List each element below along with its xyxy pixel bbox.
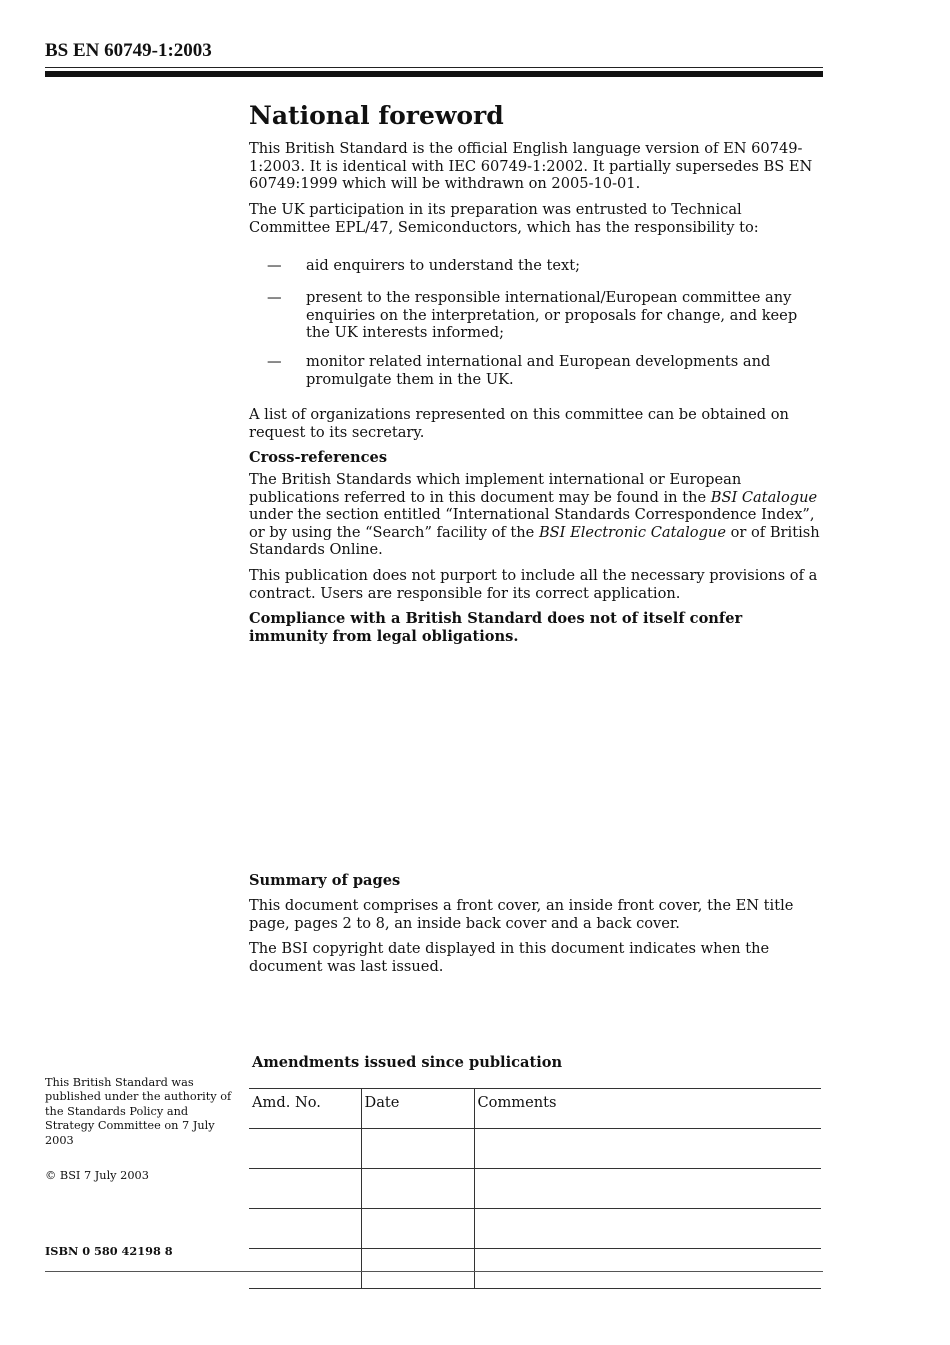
foreword-paragraph-1 [249, 140, 823, 193]
table-cell [249, 1209, 361, 1249]
cross-text: under the section entitled “International Standards Correspondence Index”, or by using the “Search” facility of the [249, 506, 815, 541]
isbn: ISBN 0 580 42198 8 [45, 1244, 173, 1258]
compliance-statement: Compliance with a British Standard does not of itself confer immunity from legal obligations. [249, 610, 743, 645]
foreword-text-1: This British Standard is the official English language version of EN 60749-1:2003. It is identical with IEC 60749-1:2002. It partially supersedes BS EN 60749:1999 which will be withdrawn on 2005-10-01. [249, 140, 813, 192]
table-row [249, 1249, 821, 1289]
list-item-text: present to the responsible international/European committee any enquiries on the interpretation, or proposals for change, and keep the UK interests informed; [306, 289, 798, 341]
amendments-title: Amendments issued since publication [252, 1054, 563, 1071]
foreword-paragraph-3 [249, 406, 823, 441]
table-cell [474, 1129, 821, 1169]
summary-paragraph-2 [249, 940, 823, 975]
header-rule-thin [45, 67, 823, 68]
document-id: BS EN 60749-1:2003 [45, 40, 212, 61]
column-header-comments: Comments [474, 1089, 821, 1129]
cross-text: The British Standards which implement international or European publications referred to in this document may be found in the [249, 471, 742, 506]
cross-text: or of British Standards Online. [249, 523, 820, 558]
page-title: National foreword [249, 101, 504, 130]
dash-marker: — [267, 289, 282, 306]
table-cell [361, 1209, 474, 1249]
table-row [249, 1209, 821, 1249]
cross-references-paragraph [249, 471, 823, 559]
dash-marker: — [267, 257, 282, 274]
table-cell [474, 1169, 821, 1209]
table-row [249, 1169, 821, 1209]
table-cell [361, 1169, 474, 1209]
bsi-electronic-catalogue-title: BSI Electronic Catalogue [538, 523, 726, 541]
table-cell [474, 1209, 821, 1249]
table-header-row [249, 1089, 821, 1129]
table-cell [361, 1129, 474, 1169]
table-cell [474, 1249, 821, 1289]
summary-paragraph-1 [249, 897, 823, 932]
amendments-table [249, 1088, 821, 1289]
table-cell [249, 1129, 361, 1169]
summary-heading: Summary of pages [249, 872, 401, 889]
summary-text-2: The BSI copyright date displayed in this document indicates when the document was last issued. [249, 940, 770, 975]
dash-marker: — [267, 353, 282, 370]
list-item-text: monitor related international and European developments and promulgate them in the UK. [306, 353, 771, 388]
foreword-text-4: This publication does not purport to include all the necessary provisions of a contract. Users are responsible for its correct application. [249, 567, 818, 602]
column-header-amd-no: Amd. No. [249, 1089, 361, 1129]
foreword-text-2: The UK participation in its preparation was entrusted to Technical Committee EPL/47, Semiconductors, which has the responsibility to: [249, 201, 759, 236]
foreword-paragraph-4 [249, 567, 823, 602]
footer-rule [45, 1271, 823, 1272]
bsi-catalogue-title: BSI Catalogue [710, 488, 818, 506]
table-row [249, 1129, 821, 1169]
cross-references-heading: Cross-references [249, 449, 388, 466]
foreword-paragraph-2 [249, 201, 823, 236]
summary-text-1: This document comprises a front cover, an inside front cover, the EN title page, pages 2 to 8, an inside back cover and a back cover. [249, 897, 794, 932]
list-item-text: aid enquirers to understand the text; [306, 257, 581, 274]
table-cell [361, 1249, 474, 1289]
publication-note: This British Standard was published under the authority of the Standards Policy and Strategy Committee on 7 July 2003 [45, 1076, 232, 1147]
header-rule-thick [45, 71, 823, 77]
table-cell [249, 1169, 361, 1209]
column-header-date: Date [361, 1089, 474, 1129]
foreword-text-3: A list of organizations represented on this committee can be obtained on request to its secretary. [249, 406, 789, 441]
table-cell [249, 1249, 361, 1289]
copyright-notice: © BSI 7 July 2003 [45, 1169, 149, 1182]
